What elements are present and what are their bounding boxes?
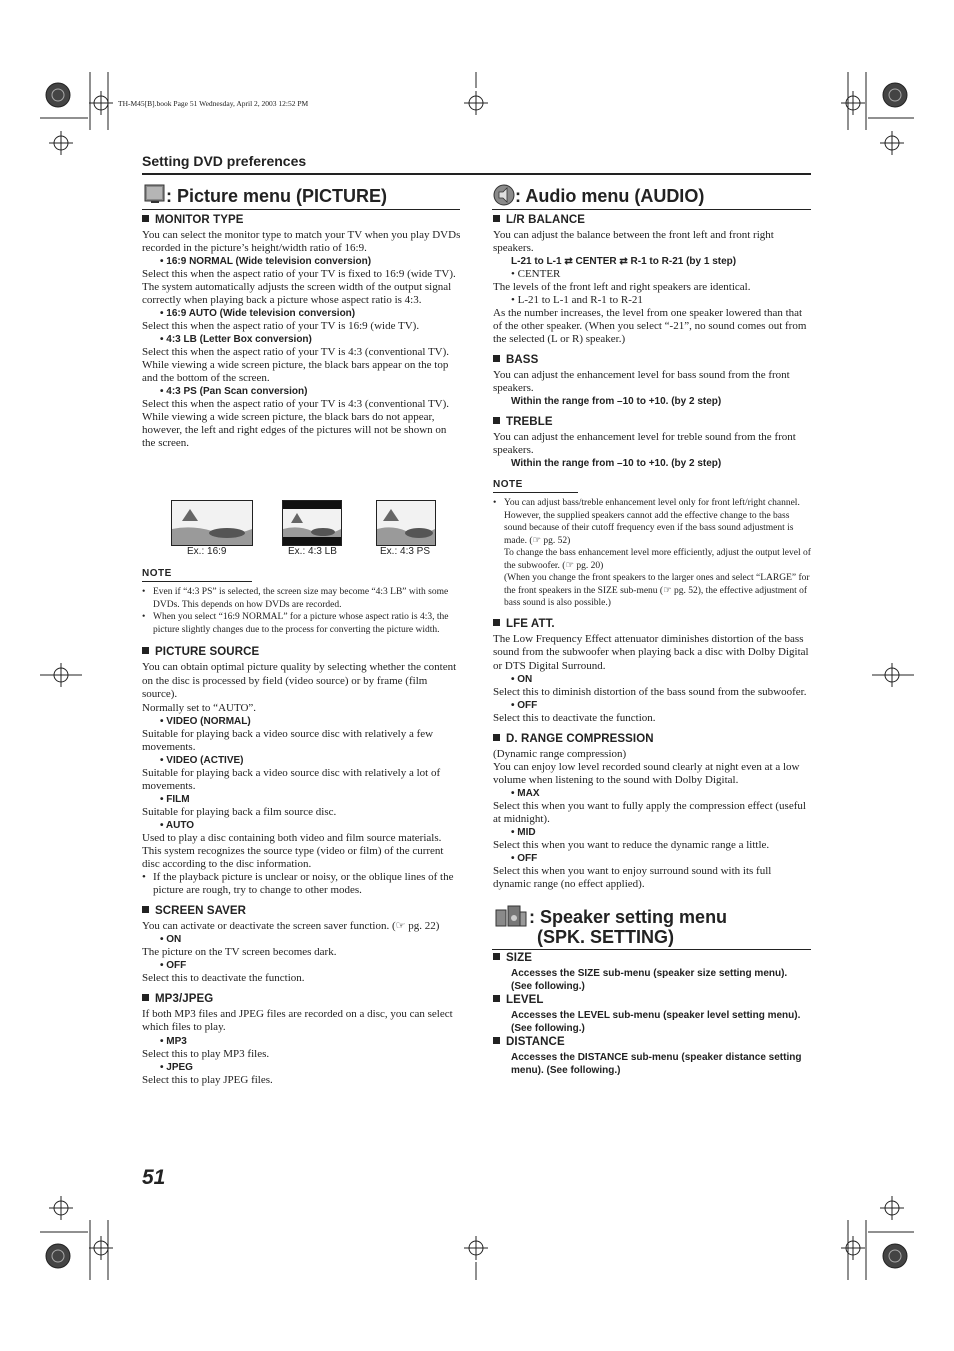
bass-heading: BASS bbox=[493, 354, 811, 367]
speaker-item-desc: Accesses the DISTANCE sub-menu (speaker distance setting menu). (See following.) bbox=[511, 1052, 802, 1076]
speaker-item-heading: SIZE bbox=[493, 952, 811, 965]
speaker-item-heading: DISTANCE bbox=[493, 1036, 811, 1049]
option-desc: Select this when the aspect ratio of your TV is 4:3 (conventional TV). While viewing a wide screen picture, the black bars do not appear, however, the left and right edges of the pictures will not be shown on the screen. bbox=[142, 398, 450, 449]
option-desc: Select this to play JPEG files. bbox=[142, 1073, 273, 1086]
option-desc: This system recognizes the source type (video or film) of the current disc according to the disc information. bbox=[142, 844, 444, 870]
mp3-jpeg-intro: If both MP3 files and JPEG files are recorded on a disc, you can select which files to play. bbox=[142, 1007, 453, 1033]
option-desc: Select this when you want to enjoy surround sound with its full dynamic range (no effect applied). bbox=[493, 865, 772, 890]
example-caption: Ex.: 4:3 LB bbox=[288, 546, 337, 557]
note-text: (When you change the front speakers to the larger ones and select “LARGE” for the front speakers in the SIZE sub-menu (☞ pg. 52), the effective adjustment of bass sound is also possible.) bbox=[504, 573, 810, 608]
option-label: • 4:3 LB (Letter Box conversion) bbox=[160, 334, 312, 345]
example-caption: Ex.: 4:3 PS bbox=[380, 546, 431, 557]
mp3-jpeg-heading: MP3/JPEG bbox=[142, 993, 462, 1006]
option-label: • OFF bbox=[511, 853, 538, 864]
treble-heading: TREBLE bbox=[493, 416, 811, 429]
speaker-items bbox=[493, 946, 811, 1077]
option-label: • ON bbox=[160, 933, 182, 945]
option-label: • MAX bbox=[511, 788, 540, 799]
note-item: • When you select “16:9 NORMAL” for a picture whose aspect ratio is 4:3, the picture slightly changes due to the process for converting the picture width. bbox=[142, 611, 462, 636]
option-desc: Suitable for playing back a video source disc with relatively a lot of movements. bbox=[142, 766, 441, 792]
speaker-menu-icon bbox=[494, 904, 528, 928]
lr-balance-intro: You can adjust the balance between the front left and front right speakers. bbox=[493, 229, 774, 254]
option-label: • OFF bbox=[511, 700, 538, 711]
option-desc: Select this when the aspect ratio of your TV is 16:9 (wide TV). bbox=[142, 320, 420, 332]
header-rule bbox=[142, 173, 811, 175]
file-info: TH-M45[B].book Page 51 Wednesday, April 2, 2003 12:52 PM bbox=[118, 99, 309, 108]
note-list bbox=[142, 586, 462, 636]
option-label: • 4:3 PS (Pan Scan conversion) bbox=[160, 386, 308, 397]
audio-menu-icon bbox=[493, 184, 515, 206]
option-label: • OFF bbox=[160, 959, 187, 971]
option-desc: Suitable for playing back a video source disc with relatively a few movements. bbox=[142, 727, 434, 753]
option-label: • MID bbox=[511, 827, 536, 838]
square-bullet-icon bbox=[142, 647, 149, 654]
picture-menu-title: : Picture menu (PICTURE) bbox=[166, 186, 388, 206]
option-label: • FILM bbox=[160, 793, 190, 805]
option-desc: Select this to play MP3 files. bbox=[142, 1047, 270, 1060]
option-desc: Select this when you want to fully apply the compression effect (useful at midnight). bbox=[493, 800, 806, 825]
square-bullet-icon bbox=[493, 1037, 500, 1044]
speaker-menu-title-line2: (SPK. SETTING) bbox=[537, 927, 675, 947]
option-desc: Select this when you want to reduce the dynamic range a little. bbox=[493, 839, 770, 851]
option-desc: Select this to deactivate the function. bbox=[493, 712, 656, 724]
lfe-att-heading: LFE ATT. bbox=[493, 618, 811, 631]
speaker-item-heading: LEVEL bbox=[493, 994, 811, 1007]
monitor-type-heading: MONITOR TYPE bbox=[142, 214, 462, 227]
square-bullet-icon bbox=[493, 619, 500, 626]
treble-range: Within the range from –10 to +10. (by 2 step) bbox=[511, 458, 722, 469]
option-label: • MP3 bbox=[160, 1035, 187, 1047]
left-column-lower bbox=[142, 557, 462, 1087]
option-label: • AUTO bbox=[160, 819, 195, 831]
square-bullet-icon bbox=[493, 734, 500, 741]
lfe-att-intro: The Low Frequency Effect attenuator diminishes distortion of the bass sound from the subwoofer when playing back a disc with Dolby Digital or DTS Digital Surround. bbox=[493, 632, 809, 672]
example-caption: Ex.: 16:9 bbox=[187, 546, 227, 557]
square-bullet-icon bbox=[142, 994, 149, 1001]
picture-source-normally: Normally set to “AUTO”. bbox=[142, 701, 257, 714]
d-range-intro: You can enjoy low level recorded sound clearly at night even at a low volume when listening to the sound with Dolby Digital. bbox=[493, 761, 800, 786]
treble-intro: You can adjust the enhancement level for treble sound from the front speakers. bbox=[493, 431, 796, 456]
square-bullet-icon bbox=[493, 417, 500, 424]
lr-balance-heading: L/R BALANCE bbox=[493, 214, 811, 227]
note-item bbox=[493, 497, 811, 610]
lr-balance-range: L-21 to L-1 ⇄ CENTER ⇄ R-1 to R-21 (by 1 step) bbox=[511, 256, 737, 267]
option-desc: Select this when the aspect ratio of your TV is 4:3 (conventional TV). While viewing a wide screen picture, the black bars appear on the top and the bottom of the screen. bbox=[142, 346, 450, 384]
option-label: • 16:9 AUTO (Wide television conversion) bbox=[160, 308, 356, 319]
square-bullet-icon bbox=[493, 953, 500, 960]
right-column bbox=[493, 206, 811, 891]
example-image-4-3-ps bbox=[376, 500, 436, 546]
speaker-item-desc: Accesses the LEVEL sub-menu (speaker level setting menu). (See following.) bbox=[511, 1010, 801, 1034]
screen-saver-intro: You can activate or deactivate the screen saver function. (☞ pg. 22) bbox=[142, 919, 440, 932]
note-title: NOTE bbox=[493, 478, 578, 493]
option-label: • JPEG bbox=[160, 1061, 193, 1073]
option-desc: Select this when the aspect ratio of your TV is fixed to 16:9 (wide TV). bbox=[142, 268, 456, 280]
audio-menu-title: : Audio menu (AUDIO) bbox=[515, 186, 705, 206]
option-desc: Select this to deactivate the function. bbox=[142, 971, 305, 984]
option-label: • L-21 to L-1 and R-1 to R-21 bbox=[511, 294, 643, 306]
example-image-16-9 bbox=[171, 500, 253, 546]
square-bullet-icon bbox=[493, 215, 500, 222]
option-desc: The system automatically adjusts the screen width of the output signal correctly when playing back a picture whose aspect ratio is 4:3. bbox=[142, 281, 452, 306]
option-desc: Used to play a disc containing both video and film source materials. bbox=[142, 831, 442, 844]
picture-source-heading: PICTURE SOURCE bbox=[142, 646, 462, 659]
option-desc: Suitable for playing back a film source disc. bbox=[142, 805, 337, 818]
page-number: 51 bbox=[142, 1166, 166, 1189]
option-label: • 16:9 NORMAL (Wide television conversion) bbox=[160, 256, 372, 267]
note-title: NOTE bbox=[142, 567, 252, 582]
note-text: • You can adjust bass/treble enhancement level only for front left/right channel. However, the supplied speakers cannot add the effective change to the bass sound because of their cutoff frequency even if the bass sound adjustment is made. (☞ pg. 52) bbox=[504, 498, 800, 546]
square-bullet-icon bbox=[142, 215, 149, 222]
option-label: • CENTER bbox=[511, 268, 561, 280]
speaker-item-desc: Accesses the SIZE sub-menu (speaker size setting menu). (See following.) bbox=[511, 968, 788, 992]
option-label: • VIDEO (ACTIVE) bbox=[160, 754, 244, 766]
left-column bbox=[142, 206, 462, 450]
option-desc: As the number increases, the level from one speaker lowered than that of the other speaker. (When you select “-21”, no sound comes out from the selected (L or R) speaker.) bbox=[493, 307, 807, 345]
option-desc: The levels of the front left and right speakers are identical. bbox=[493, 281, 751, 293]
picture-menu-icon bbox=[144, 184, 166, 204]
square-bullet-icon bbox=[142, 906, 149, 913]
d-range-sub: (Dynamic range compression) bbox=[493, 748, 627, 760]
option-sub-desc: • If the playback picture is unclear or noisy, or the oblique lines of the picture are rough, try to change to other modes. bbox=[142, 870, 454, 896]
option-label: • ON bbox=[511, 674, 533, 685]
square-bullet-icon bbox=[493, 355, 500, 362]
section-title: Setting DVD preferences bbox=[142, 153, 307, 169]
option-desc: Select this to diminish distortion of the bass sound from the subwoofer. bbox=[493, 686, 807, 698]
note-item: • Even if “4:3 PS” is selected, the screen size may become “4:3 LB” with some DVDs. This depends on how DVDs are recorded. bbox=[142, 586, 462, 611]
screen-saver-heading: SCREEN SAVER bbox=[142, 905, 462, 918]
option-label: • VIDEO (NORMAL) bbox=[160, 715, 251, 727]
monitor-type-intro: You can select the monitor type to match your TV when you play DVDs recorded in the picture’s height/width ratio of 16:9. bbox=[142, 229, 461, 254]
bass-intro: You can adjust the enhancement level for bass sound from the front speakers. bbox=[493, 369, 790, 394]
bass-range: Within the range from –10 to +10. (by 2 step) bbox=[511, 396, 722, 407]
picture-source-intro: You can obtain optimal picture quality by selecting whether the content on the disc is processed by field (video source) or by frame (film source). bbox=[142, 661, 457, 700]
d-range-heading: D. RANGE COMPRESSION bbox=[493, 733, 811, 746]
note-text: To change the bass enhancement level more efficiently, adjust the output level of the subwoofer. (☞ pg. 20) bbox=[504, 548, 811, 571]
option-desc: The picture on the TV screen becomes dark. bbox=[142, 945, 337, 958]
example-image-4-3-lb bbox=[282, 500, 342, 546]
speaker-menu-title-line1: : Speaker setting menu bbox=[529, 907, 728, 927]
square-bullet-icon bbox=[493, 995, 500, 1002]
